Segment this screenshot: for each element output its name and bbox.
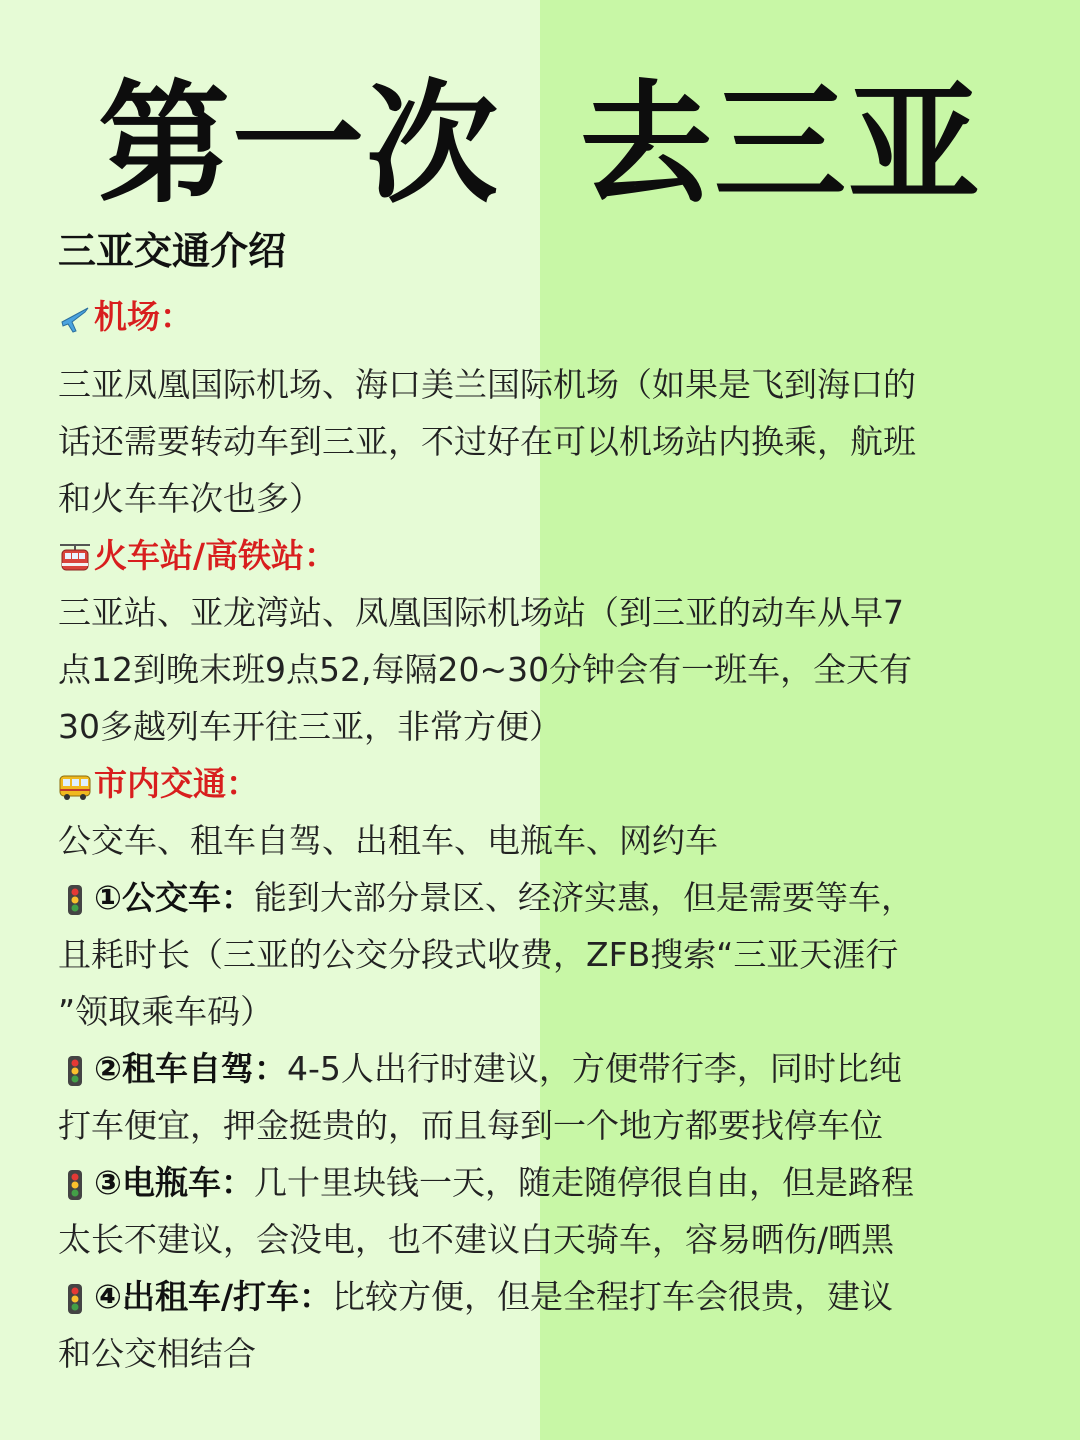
transport-item <box>58 1154 1018 1211</box>
transport-item <box>58 1268 1018 1325</box>
item-text: 比较方便，但是全程打车会很贵，建议 <box>332 1277 893 1316</box>
airport-heading <box>58 288 1018 345</box>
city-heading <box>58 755 1018 812</box>
item-text-line: 且耗时长（三亚的公交分段式收费，ZFB搜索“三亚天涯行 <box>58 935 899 974</box>
page-title <box>0 38 1080 228</box>
traffic-light-icon <box>58 1282 92 1316</box>
train-heading <box>58 527 1018 584</box>
title-part-2: 去三亚 <box>580 68 982 222</box>
airport-line: 话还需要转动车到三亚，不过好在可以机场站内换乘，航班 <box>58 422 916 461</box>
traffic-light-icon <box>58 1054 92 1088</box>
content-body <box>58 288 1018 1382</box>
item-text-line: 打车便宜，押金挺贵的，而且每到一个地方都要找停车位 <box>58 1106 883 1145</box>
section-title: 三亚交通介绍 <box>58 229 287 273</box>
item-text-line: ”领取乘车码） <box>58 992 274 1031</box>
airport-label: 机场： <box>94 297 193 336</box>
train-line: 30多越列车开往三亚，非常方便） <box>58 707 562 746</box>
title-part-1: 第一次 <box>98 68 500 222</box>
train-line: 三亚站、亚龙湾站、凤凰国际机场站（到三亚的动车从早7 <box>58 593 904 632</box>
bus-icon <box>58 769 92 803</box>
item-text-line: 和公交相结合 <box>58 1334 256 1373</box>
item-label: ①公交车： <box>94 878 254 917</box>
spacer <box>58 345 1018 356</box>
item-text-line: 太长不建议，会没电，也不建议白天骑车，容易晒伤/晒黑 <box>58 1220 895 1259</box>
airport-line: 三亚凤凰国际机场、海口美兰国际机场（如果是飞到海口的 <box>58 365 916 404</box>
train-line: 点12到晚末班9点52,每隔20~30分钟会有一班车，全天有 <box>58 650 913 689</box>
city-label: 市内交通： <box>94 764 259 803</box>
traffic-light-icon <box>58 883 92 917</box>
airport-line: 和火车车次也多） <box>58 479 322 518</box>
city-summary: 公交车、租车自驾、出租车、电瓶车、网约车 <box>58 821 718 860</box>
item-label: ②租车自驾： <box>94 1049 287 1088</box>
transport-item <box>58 1040 1018 1097</box>
train-label: 火车站/高铁站： <box>94 536 338 575</box>
airplane-icon <box>58 302 92 336</box>
item-label: ③电瓶车： <box>94 1163 254 1202</box>
traffic-light-icon <box>58 1168 92 1202</box>
item-label: ④出租车/打车： <box>94 1277 332 1316</box>
tram-icon <box>58 541 92 575</box>
item-text: 4-5人出行时建议，方便带行李，同时比纯 <box>286 1049 902 1088</box>
item-text: 几十里块钱一天，随走随停很自由，但是路程 <box>253 1163 914 1202</box>
transport-item <box>58 869 1018 926</box>
item-text: 能到大部分景区、经济实惠，但是需要等车， <box>253 878 914 917</box>
